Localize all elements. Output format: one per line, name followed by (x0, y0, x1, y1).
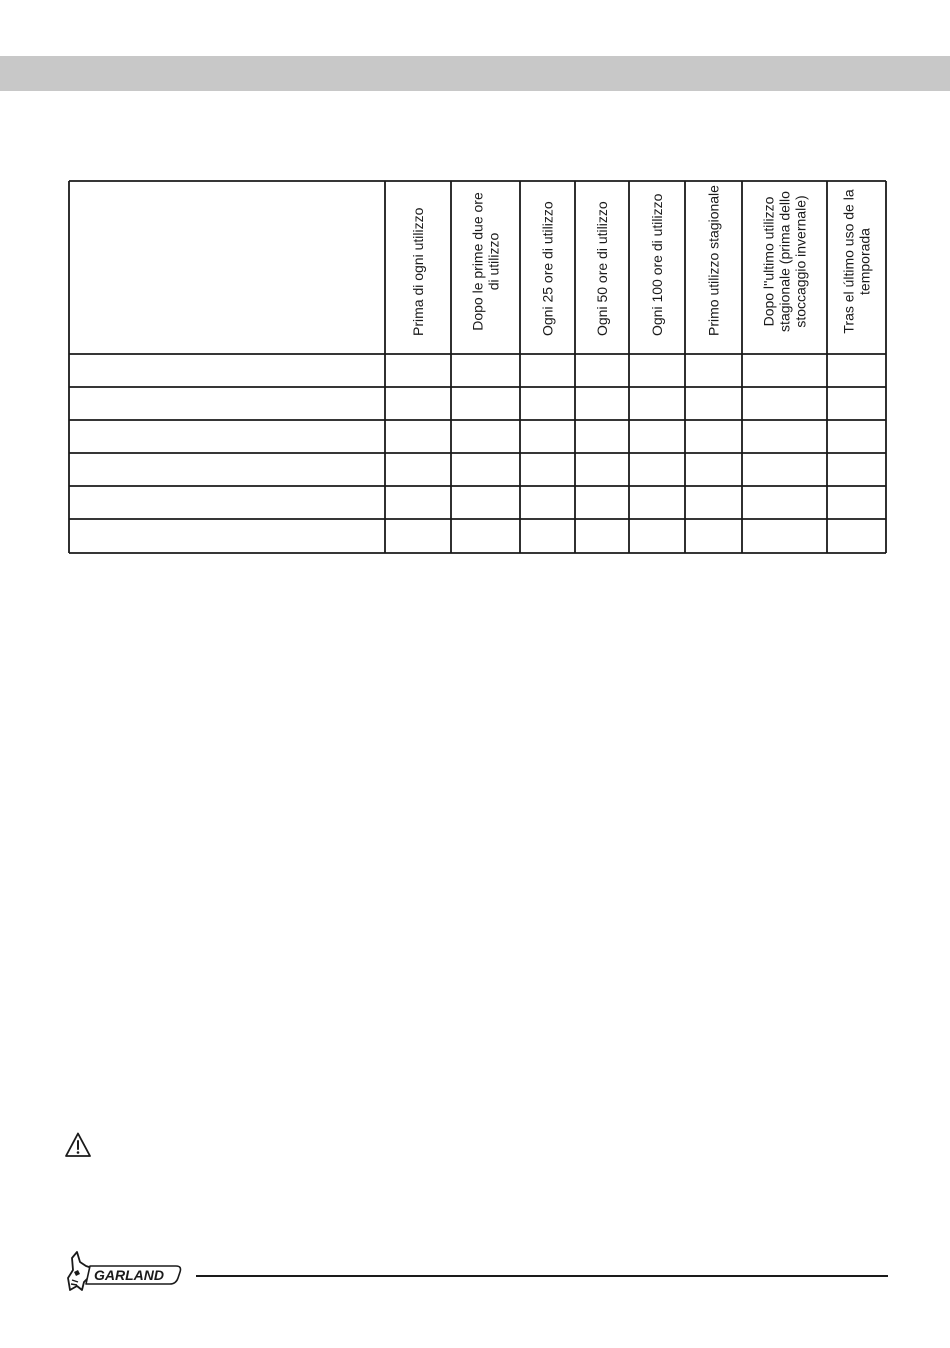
table-cell (685, 354, 742, 387)
table-row-label-cell (69, 453, 385, 486)
table-cell (827, 354, 886, 387)
table-cell (575, 519, 629, 553)
column-header-1 (410, 207, 426, 336)
table-cell (575, 420, 629, 453)
column-header-text: Dopo l''ultimo utilizzo (760, 196, 777, 327)
column-header-8 (841, 189, 873, 333)
table-cell (451, 519, 520, 553)
table-header-row (410, 185, 873, 336)
table-cell (742, 354, 827, 387)
table-cell (520, 486, 575, 519)
table-cell (385, 354, 451, 387)
column-header-4 (594, 201, 610, 336)
table-cell (827, 519, 886, 553)
table-cell (451, 354, 520, 387)
table-cell (451, 387, 520, 420)
table-cell (742, 453, 827, 486)
column-header-text: temporada (856, 228, 873, 295)
table-cell (685, 420, 742, 453)
column-header-text: di utilizzo (485, 232, 502, 291)
table-cell (520, 354, 575, 387)
table-cell (520, 387, 575, 420)
table-cell (742, 387, 827, 420)
column-header-text: Dopo le prime due ore (469, 192, 486, 331)
table-cell (827, 387, 886, 420)
table-row-label-cell (69, 354, 385, 387)
table-cell (629, 420, 685, 453)
table-cell (742, 486, 827, 519)
table-cell (685, 519, 742, 553)
table-cell (451, 486, 520, 519)
column-header-text: Prima di ogni utilizzo (410, 207, 426, 336)
table-row-label-cell (69, 486, 385, 519)
column-header-text: Ogni 50 ore di utilizzo (594, 201, 610, 336)
table-cell (827, 420, 886, 453)
garland-logo (64, 1248, 184, 1294)
table-row-label-cell (69, 387, 385, 420)
column-header-text: Primo utilizzo stagionale (705, 185, 722, 336)
table-cell (629, 519, 685, 553)
table-cell (520, 519, 575, 553)
table-row-label-cell (69, 420, 385, 453)
table-cell (629, 486, 685, 519)
table-cell (451, 420, 520, 453)
table-cell (385, 453, 451, 486)
table-cell (629, 453, 685, 486)
column-header-6 (706, 185, 722, 336)
table-cell (385, 387, 451, 420)
table-cell (685, 387, 742, 420)
column-header-text: stoccaggio invernale) (792, 195, 809, 328)
table-cell (520, 420, 575, 453)
table-cell (575, 387, 629, 420)
table-cell (827, 486, 886, 519)
column-header-text: Ogni 100 ore di utilizzo (649, 193, 665, 336)
table-cell (385, 486, 451, 519)
table-cell (385, 519, 451, 553)
table-cell (629, 387, 685, 420)
column-header-text: Ogni 25 ore di utilizzo (539, 201, 556, 336)
warning-triangle-icon (64, 1131, 92, 1159)
brand-wordmark: GARLAND (94, 1267, 164, 1283)
table-cell (827, 453, 886, 486)
table-cell (385, 420, 451, 453)
table-cell (742, 420, 827, 453)
table-cell (520, 453, 575, 486)
table-cell (742, 519, 827, 553)
column-header-7 (761, 191, 809, 332)
table-row-label-cell (69, 519, 385, 553)
footer-rule (196, 1275, 888, 1277)
column-header-3 (540, 201, 556, 336)
table-cell (685, 453, 742, 486)
table-cell (451, 453, 520, 486)
column-header-5 (649, 193, 665, 336)
column-header-text: Tras el último uso de la (840, 189, 857, 334)
table-cell (629, 354, 685, 387)
column-header-text: stagionale (prima dello (776, 191, 793, 332)
table-cell (575, 486, 629, 519)
table-cell (575, 453, 629, 486)
table-cell (685, 486, 742, 519)
table-cell (575, 354, 629, 387)
column-header-2 (470, 192, 502, 331)
